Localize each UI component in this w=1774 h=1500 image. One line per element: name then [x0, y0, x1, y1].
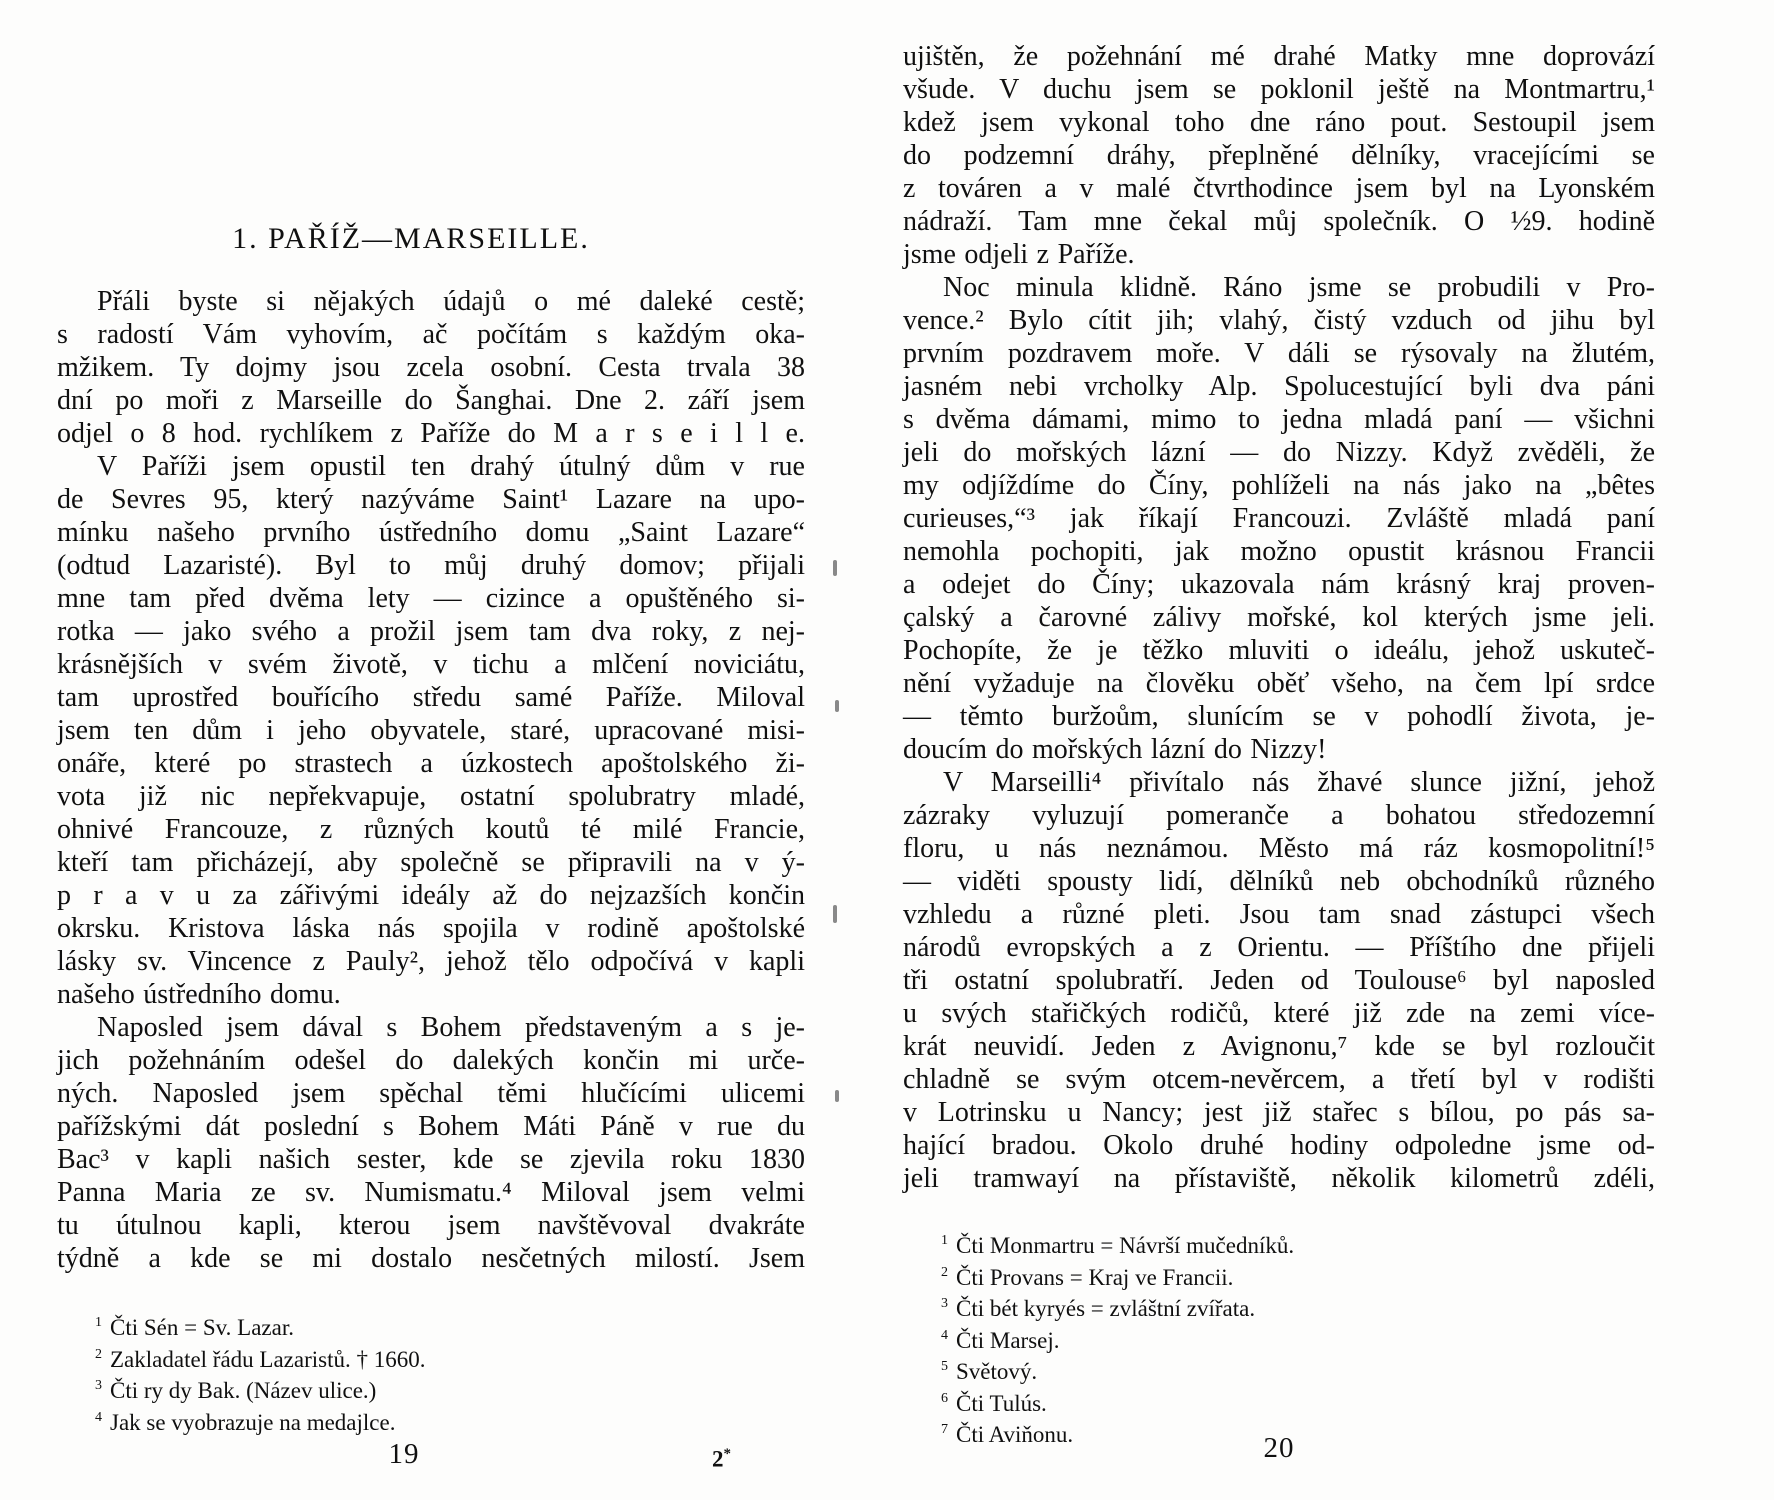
text-line: Naposled jsem dával s Bohem představeným a s je- [97, 1012, 805, 1043]
text-line: odjel o 8 hod. rychlíkem z Paříže do M a r s e i l l e. [57, 418, 805, 449]
text-line: týdně a kde se mi dostalo nesčetných milostí. Jsem [57, 1243, 805, 1274]
footnote-text: Čti Tulús. [956, 1390, 1047, 1416]
footnote-text: Zakladatel řádu Lazaristů. † 1660. [110, 1346, 426, 1372]
text-line: mne tam před dvěma lety — cizince a opuštěného si- [57, 583, 805, 614]
text-line: zázraky vyluzují pomeranče a bohatou středozemní [903, 800, 1655, 831]
text-line: dní po moři z Marseille do Šanghai. Dne 2. září jsem [57, 385, 805, 416]
text-line: a odejet do Číny; ukazovala nám krásný kraj proven- [903, 569, 1655, 600]
footnote-marker: 1 [941, 1233, 948, 1248]
text-line: všude. V duchu jsem se poklonil ještě na Montmartru,¹ [903, 74, 1655, 105]
text-line: p r a v u za zářivými ideály až do nejzazších končin [57, 880, 805, 911]
text-line: u svých stařičkých rodičů, které již zde na zemi více- [903, 998, 1655, 1029]
text-line: našeho ústředního domu. [57, 979, 341, 1010]
footnote-marker: 2 [95, 1346, 102, 1362]
page-right-column [903, 40, 1655, 1195]
text-line: ných. Naposled jsem spěchal těmi hlučícími ulicemi [57, 1078, 805, 1109]
text-line: s radostí Vám vyhovím, ač počítám s každým oka- [57, 319, 805, 350]
text-line: mínku našeho prvního ústředního domu „Saint Lazare“ [57, 517, 805, 548]
text-line: jeli do mořských lázní — do Nizzy. Když zvěděli, že [903, 437, 1655, 468]
text-line: — viděti spousty lidí, dělníků neb obchodníků různého [903, 866, 1655, 897]
text-line: floru, u nás neznámou. Město má ráz kosmopolitní!⁵ [903, 833, 1655, 864]
text-line: jasném nebi vrcholky Alp. Spolucestující byli dva páni [903, 371, 1655, 402]
paragraph [57, 285, 805, 450]
footnote-text: Čti Provans = Kraj ve Francii. [956, 1264, 1234, 1290]
page-number-20: 20 [1263, 1432, 1295, 1464]
signature-star: * [723, 1446, 731, 1462]
chapter-heading: 1. PAŘÍŽ—MARSEILLE. [232, 222, 590, 255]
text-line: kdež jsem vykonal toho dne ráno pout. Sestoupil jsem [903, 107, 1655, 138]
signature-mark [712, 1446, 731, 1473]
page-right-body [903, 40, 1655, 1195]
footnote [903, 1386, 1655, 1418]
text-line: tam uprostřed bouřícího středu samé Paříže. Miloval [57, 682, 805, 713]
footnote-marker: 6 [941, 1390, 948, 1406]
footnote-marker: 4 [941, 1327, 948, 1343]
text-line: Pochopíte, že je těžko mluviti o ideálu, jehož uskuteč- [903, 635, 1655, 666]
text-line: krásnějších v svém životě, v tichu a mlčení noviciátu, [57, 649, 805, 680]
footnote-text: Čti Aviňonu. [956, 1422, 1074, 1447]
footnote-marker: 1 [95, 1315, 102, 1330]
text-line: tři ostatní spolubratří. Jeden od Toulouse⁶ byl naposled [903, 965, 1655, 996]
text-line: jich požehnáním odešel do dalekých končin mi urče- [57, 1045, 805, 1076]
text-line: vence.² Bylo cítit jih; vlahý, čistý vzduch od jihu byl [903, 305, 1655, 336]
text-line: nemohla pochopiti, jak možno opustit krásnou Francii [903, 536, 1655, 567]
text-line: národů evropských a z Orientu. — Příštího dne přijeli [903, 932, 1655, 963]
text-line: jsem ten dům i jeho obyvatele, staré, upracované misi- [57, 715, 805, 746]
text-line: prvním pozdravem moře. V dáli se rýsovaly na žlutém, [903, 338, 1655, 369]
footnote [903, 1260, 1655, 1292]
text-line: nádraží. Tam mne čekal můj společník. O ½9. hodině [903, 206, 1655, 237]
text-line: ohnivé Francouze, z různých koutů té milé Francie, [57, 814, 805, 845]
text-line: V Marseilli⁴ přivítalo nás žhavé slunce jižní, jehož [943, 767, 1655, 798]
text-line: s dvěma dámami, mimo to jedna mladá paní — všichni [903, 404, 1655, 435]
text-line: — těmto buržoům, slunícím se v pohodlí života, je- [903, 701, 1655, 732]
text-line: vzhledu a různé pleti. Jsou tam snad zástupci všech [903, 899, 1655, 930]
page-left-column [57, 222, 805, 1275]
footnote-text: Světový. [956, 1359, 1038, 1384]
footnote-marker: 4 [95, 1409, 102, 1425]
text-line: Bac³ v kapli našich sester, kde se zjevila roku 1830 [57, 1144, 805, 1175]
footnote [903, 1228, 1655, 1260]
text-line: curieuses,“³ jak říkají Francouzi. Zvláště mladá paní [903, 503, 1655, 534]
footnote-text: Čti ry dy Bak. (Název ulice.) [110, 1378, 377, 1403]
text-line: hající bradou. Okolo druhé hodiny odpoledne jsme od- [903, 1130, 1655, 1161]
text-line: do podzemní dráhy, přeplněné dělníky, vracejícími se [903, 140, 1655, 171]
footnote-marker: 2 [941, 1264, 948, 1280]
text-line: jeli tramwayí na přístaviště, několik kilometrů zdéli, [903, 1163, 1655, 1194]
text-line: chladně se svým otcem-nevěrcem, a třetí byl v rodišti [903, 1064, 1655, 1095]
text-line: de Sevres 95, který nazýváme Saint¹ Lazare na upo- [57, 484, 805, 515]
text-line: tu útulnou kapli, kterou jsem navštěvoval dvakráte [57, 1210, 805, 1241]
text-line: (odtud Lazaristé). Byl to můj druhý domov; přijali [57, 550, 805, 581]
text-line: jsme odjeli z Paříže. [903, 239, 1135, 270]
text-line: ujištěn, že požehnání mé drahé Matky mne doprovází [903, 41, 1655, 72]
page-number-19: 19 [388, 1438, 420, 1470]
binding-artifact [835, 700, 839, 712]
paragraph [903, 271, 1655, 766]
footnote-marker: 3 [95, 1378, 102, 1393]
footnote-text: Jak se vyobrazuje na medajlce. [110, 1409, 396, 1435]
signature-number: 2 [712, 1446, 724, 1472]
footnote [903, 1354, 1655, 1386]
paragraph [57, 1011, 805, 1275]
footnote-text: Čti bét kyryés = zvláštní zvířata. [956, 1296, 1256, 1321]
footnote [903, 1291, 1655, 1323]
footnote-text: Čti Sén = Sv. Lazar. [110, 1315, 294, 1340]
footnote-marker: 3 [941, 1296, 948, 1311]
footnote [57, 1342, 805, 1374]
footnote-text: Čti Monmartru = Návrší mučedníků. [956, 1233, 1295, 1258]
text-line: doucím do mořských lázní do Nizzy! [903, 734, 1327, 765]
paragraph [903, 40, 1655, 271]
text-line: onáře, které po strastech a úzkostech apoštolského ži- [57, 748, 805, 779]
text-line: lásky sv. Vincence z Pauly², jehož tělo odpočívá v kapli [57, 946, 805, 977]
page-right-footnotes [903, 1228, 1655, 1449]
text-line: krát neuvidí. Jeden z Avignonu,⁷ kde se byl rozloučit [903, 1031, 1655, 1062]
text-line: mžikem. Ty dojmy jsou zcela osobní. Cesta trvala 38 [57, 352, 805, 383]
text-line: okrsku. Kristova láska nás spojila v rodině apoštolské [57, 913, 805, 944]
text-line: z továren a v malé čtvrthodince jsem byl na Lyonském [903, 173, 1655, 204]
footnote-marker: 7 [941, 1422, 948, 1437]
text-line: rotka — jako svého a prožil jsem tam dva roky, z nej- [57, 616, 805, 647]
page-left-body [57, 285, 805, 1275]
text-line: V Paříži jsem opustil ten drahý útulný dům v rue [97, 451, 805, 482]
text-line: kteří tam přicházejí, aby společně se připravili na v ý- [57, 847, 805, 878]
text-line: pařížskými dát poslední s Bohem Máti Páně v rue du [57, 1111, 805, 1142]
footnote [57, 1405, 805, 1437]
text-line: Přáli byste si nějakých údajů o mé daleké cestě; [97, 286, 805, 317]
page-left-footnotes [57, 1310, 805, 1436]
paragraph [903, 766, 1655, 1195]
binding-artifact [835, 1090, 839, 1102]
text-line: v Lotrinsku u Nancy; jest již stařec s bílou, po pás sa- [903, 1097, 1655, 1128]
text-line: nění vyžaduje na člověku oběť všeho, na čem lpí srdce [903, 668, 1655, 699]
text-line: Panna Maria ze sv. Numismatu.⁴ Miloval jsem velmi [57, 1177, 805, 1208]
footnote [57, 1310, 805, 1342]
footnote-marker: 5 [941, 1359, 948, 1374]
footnote [57, 1373, 805, 1405]
footnote [903, 1323, 1655, 1355]
text-line: vota již nic nepřekvapuje, ostatní spolubratry mladé, [57, 781, 805, 812]
binding-artifact [833, 560, 837, 576]
text-line: my odjíždíme do Číny, pohlíželi na nás jako na „bêtes [903, 470, 1655, 501]
paragraph [57, 450, 805, 1011]
footnote-text: Čti Marsej. [956, 1327, 1060, 1353]
text-line: Noc minula klidně. Ráno jsme se probudili v Pro- [943, 272, 1655, 303]
binding-artifact [833, 905, 837, 923]
text-line: çalský a čarovné zálivy mořské, kol kterých jsme jeli. [903, 602, 1655, 633]
